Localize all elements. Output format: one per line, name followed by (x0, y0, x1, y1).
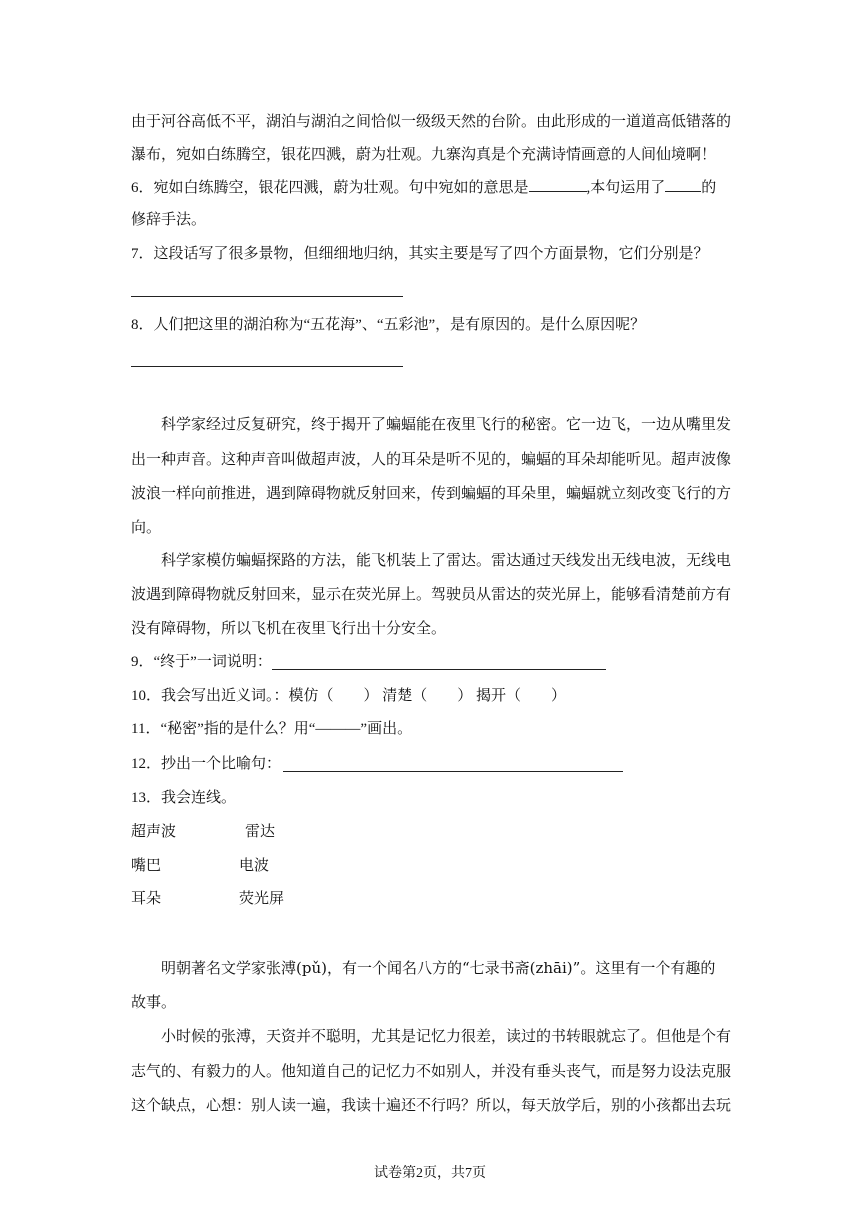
question-11: 11．“秘密”指的是什么？用“———”画出。 (131, 721, 413, 737)
question-6-text-mid: ,本句运用了 (586, 180, 666, 196)
question-7: 7．这段话写了很多景物，但细细地归纳，其实主要是写了四个方面景物，它们分别是？ (131, 246, 709, 262)
passage2-p1-line-1: 科学家经过反复研究，终于揭开了蝙蝠能在夜里飞行的秘密。它一边飞，一边从嘴里发 (161, 415, 732, 433)
match-left-1[interactable]: 超声波 (131, 824, 177, 840)
match-right-3[interactable]: 荧光屏 (239, 891, 285, 907)
question-8-answer-line[interactable] (131, 366, 403, 367)
question-6-continued: 修辞手法。 (131, 212, 207, 228)
question-7-answer-line[interactable] (131, 296, 403, 297)
passage2-p1-line-2: 出一种声音。这种声音叫做超声波，人的耳朵是听不见的，蝙蝠的耳朵却能听见。超声波像 (131, 450, 732, 468)
question-8: 8．人们把这里的湖泊称为“五花海”、“五彩池”，是有原因的。是什么原因呢？ (131, 317, 646, 333)
passage3-p1-line-2: 故事。 (131, 993, 177, 1011)
match-left-2[interactable]: 嘴巴 (131, 858, 162, 874)
question-9-answer-line[interactable] (272, 669, 606, 670)
passage2-p2-line-1: 科学家模仿蝙蝠探路的方法，能飞机装上了雷达。雷达通过天线发出无线电波，无线电 (161, 551, 732, 569)
passage2-p2-line-2: 波遇到障碍物就反射回来，显示在荧光屏上。驾驶员从雷达的荧光屏上，能够看清楚前方有 (131, 585, 732, 603)
passage2-p1-line-4: 向。 (131, 518, 162, 536)
passage3-p1-line-1: 明朝著名文学家张溥(pǔ)，有一个闻名八方的“七录书斋(zhāi)”。这里有一个有趣的 (161, 959, 716, 977)
question-6 (131, 177, 716, 198)
question-6-text-end: 的 (701, 180, 717, 196)
question-12: 12．抄出一个比喻句： (131, 756, 282, 772)
question-9: 9．“终于”一词说明： (131, 654, 272, 670)
question-6-blank-1[interactable] (529, 177, 587, 192)
match-left-3[interactable]: 耳朵 (131, 891, 162, 907)
passage2-p2-line-3: 没有障碍物，所以飞机在夜里飞行出十分安全。 (131, 619, 447, 637)
question-13: 13．我会连线。 (131, 790, 237, 806)
match-right-2[interactable]: 电波 (239, 858, 270, 874)
passage3-p2-line-3: 这个缺点，心想：别人读一遍，我读十遍还不行吗？所以，每天放学后，别的小孩都出去玩 (131, 1096, 732, 1114)
question-10: 10．我会写出近义词。：模仿（ ） 清楚（ ） 揭开（ ） (131, 688, 567, 704)
page-footer: 试卷第2页，共7页 (374, 1166, 486, 1181)
passage1-line-1: 由于河谷高低不平，湖泊与湖泊之间恰似一级级天然的台阶。由此形成的一道道高低错落的 (131, 112, 732, 130)
match-right-1[interactable]: 雷达 (245, 824, 276, 840)
question-6-blank-2[interactable] (665, 177, 701, 192)
passage3-p2-line-1: 小时候的张溥，天资并不聪明，尤其是记忆力很差，读过的书转眼就忘了。但他是个有 (161, 1027, 732, 1045)
passage3-p2-line-2: 志气的、有毅力的人。他知道自己的记忆力不如别人，并没有垂头丧气，而是努力设法克服 (131, 1062, 732, 1080)
question-12-answer-line[interactable] (283, 771, 623, 772)
question-6-text: 6．宛如白练腾空，银花四溅，蔚为壮观。句中宛如的意思是 (131, 180, 529, 196)
passage1-line-2: 瀑布，宛如白练腾空，银花四溅，蔚为壮观。九寨沟真是个充满诗情画意的人间仙境啊！ (131, 145, 717, 163)
passage2-p1-line-3: 波浪一样向前推进，遇到障碍物就反射回来，传到蝙蝠的耳朵里，蝙蝠就立刻改变飞行的方 (131, 484, 732, 502)
